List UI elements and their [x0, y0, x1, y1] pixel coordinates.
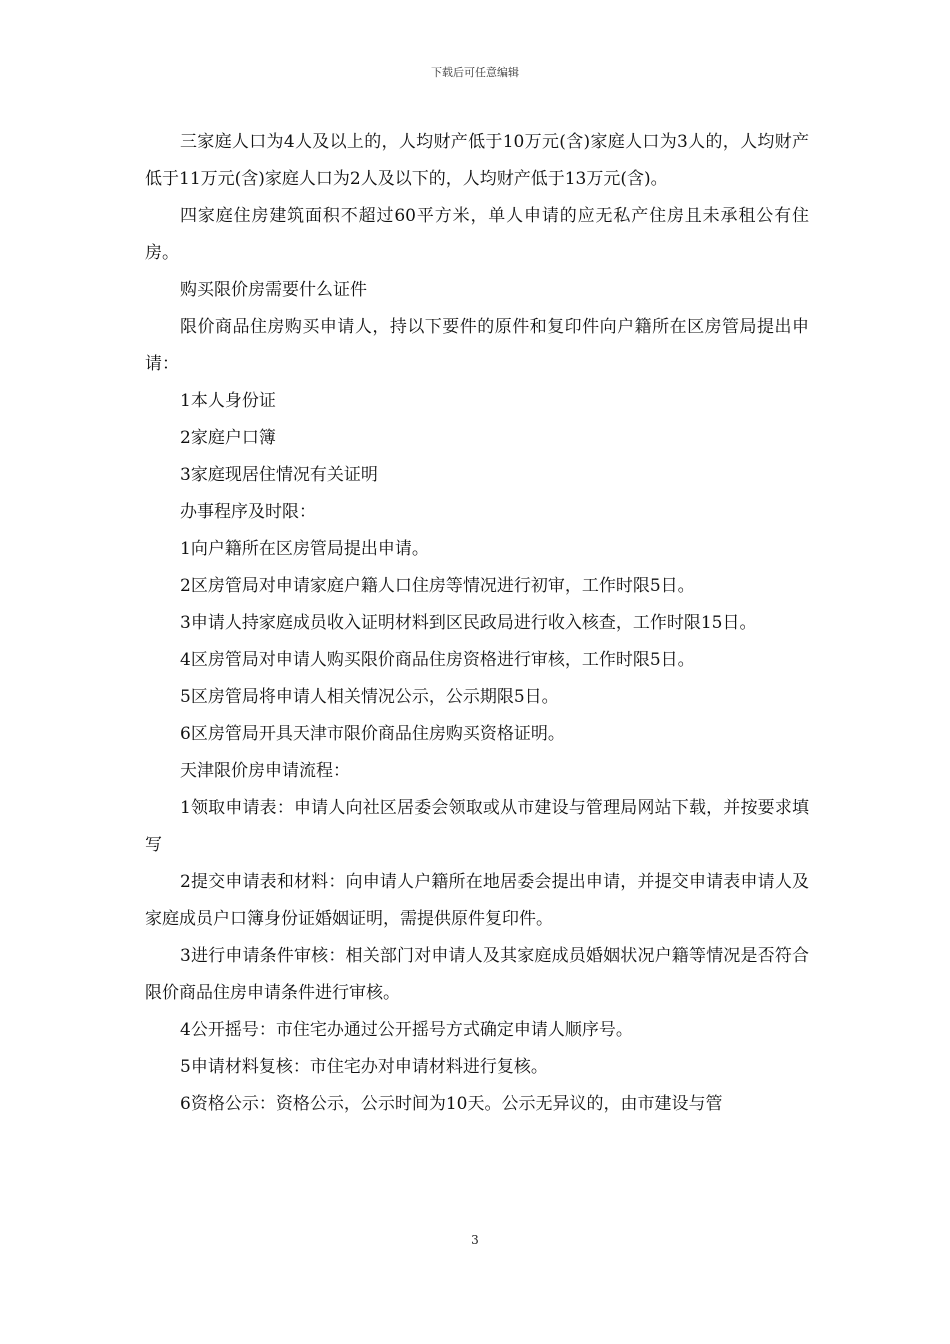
list-item: 4区房管局对申请人购买限价商品住房资格进行审核，工作时限5日。	[180, 650, 695, 670]
page-number: 3	[471, 1233, 479, 1247]
list-item: 6区房管局开具天津市限价商品住房购买资格证明。	[180, 724, 565, 744]
paragraph: 三家庭人口为4人及以上的，人均财产低于10万元(含)家庭人口为3人的，人均财产低于11万元(含)家庭人口为2人及以下的，人均财产低于13万元(含)。	[145, 132, 809, 189]
list-item: 5区房管局将申请人相关情况公示，公示期限5日。	[180, 687, 559, 707]
list-item: 4公开摇号：市住宅办通过公开摇号方式确定申请人顺序号。	[180, 1020, 633, 1040]
section-heading: 天津限价房申请流程：	[180, 761, 350, 781]
paragraph: 四家庭住房建筑面积不超过60平方米，单人申请的应无私产住房且未承租公有住房。	[145, 206, 809, 263]
document-body	[145, 124, 809, 1123]
section-heading: 购买限价房需要什么证件	[180, 280, 367, 300]
section-heading: 办事程序及时限：	[180, 502, 316, 522]
list-item: 2家庭户口簿	[180, 428, 276, 448]
list-item: 3进行申请条件审核：相关部门对申请人及其家庭成员婚姻状况户籍等情况是否符合限价商品住房申请条件进行审核。	[145, 946, 809, 1003]
list-item: 3家庭现居住情况有关证明	[180, 465, 378, 485]
list-item: 1本人身份证	[180, 391, 276, 411]
list-item: 6资格公示：资格公示，公示时间为10天。公示无异议的，由市建设与管	[180, 1094, 723, 1114]
paragraph: 限价商品住房购买申请人，持以下要件的原件和复印件向户籍所在区房管局提出申请：	[145, 317, 809, 374]
list-item: 2提交申请表和材料：向申请人户籍所在地居委会提出申请，并提交申请表申请人及家庭成员户口簿身份证婚姻证明，需提供原件复印件。	[145, 872, 809, 929]
list-item: 1向户籍所在区房管局提出申请。	[180, 539, 429, 559]
list-item: 3申请人持家庭成员收入证明材料到区民政局进行收入核查，工作时限15日。	[180, 613, 757, 633]
page-header: 下载后可任意编辑	[431, 66, 519, 79]
list-item: 2区房管局对申请家庭户籍人口住房等情况进行初审，工作时限5日。	[180, 576, 695, 596]
list-item: 5申请材料复核：市住宅办对申请材料进行复核。	[180, 1057, 548, 1077]
list-item: 1领取申请表：申请人向社区居委会领取或从市建设与管理局网站下载，并按要求填写	[145, 798, 809, 855]
